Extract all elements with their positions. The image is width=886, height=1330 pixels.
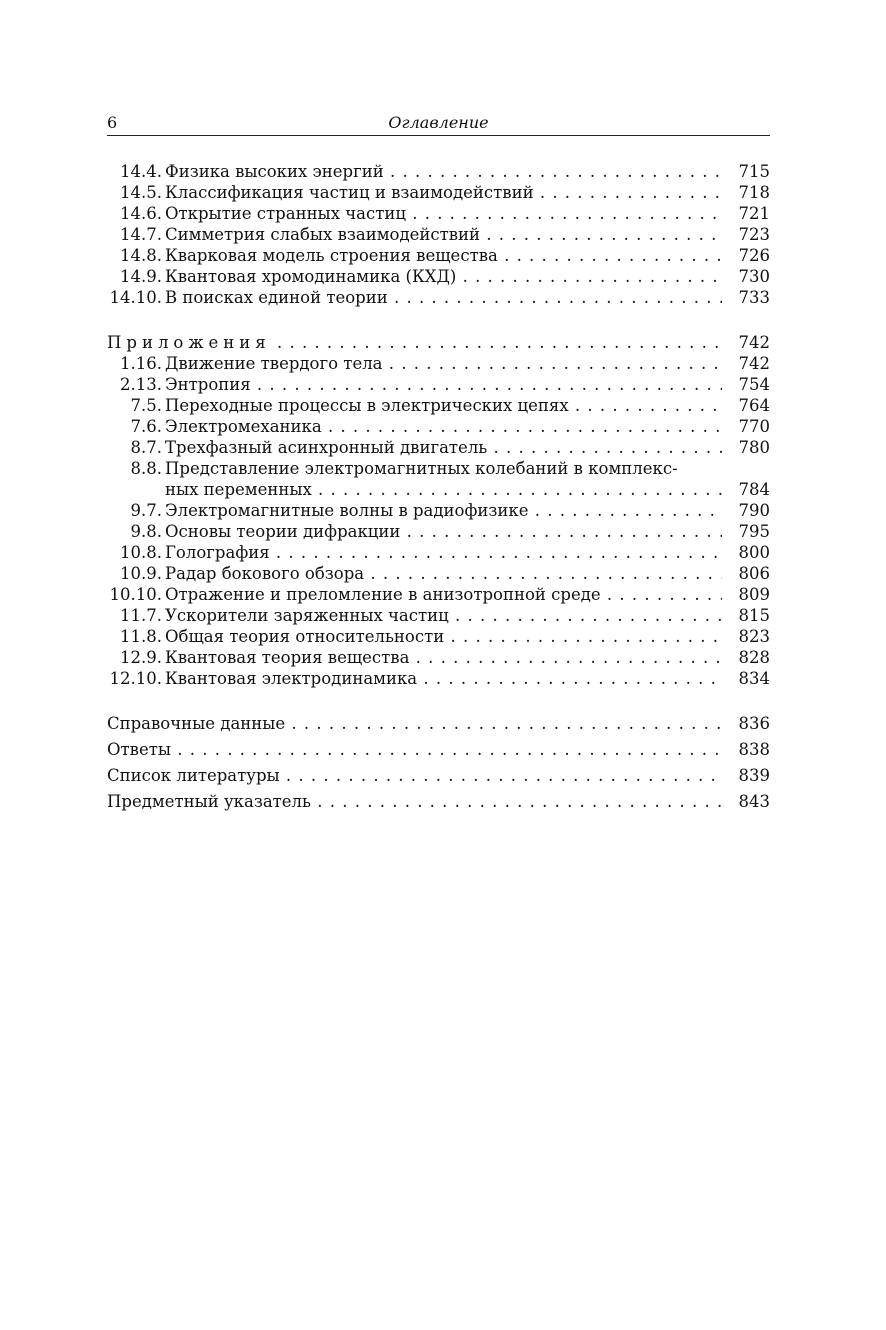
toc-appendix-heading[interactable] [107,332,770,353]
entry-number: 1.16. [120,354,162,373]
entry-title: Основы теории дифракции . . . [165,521,722,542]
toc-entry[interactable] [107,245,770,266]
toc-entry[interactable] [107,287,770,308]
entry-number: 14.5. [120,183,162,202]
toc-entry[interactable] [107,763,770,789]
entry-title: Радар бокового обзора . . . [165,563,722,584]
entry-title: Ускорители заряженных частиц . . . [165,605,722,626]
toc-entry[interactable] [107,437,770,458]
entry-title: Ответы . . . [107,737,722,763]
toc-entry[interactable] [107,584,770,605]
toc-entry[interactable] [107,521,770,542]
toc-entry[interactable] [107,647,770,668]
entry-title: В поисках единой теории . . . [165,287,722,308]
entry-page: 784 [738,480,770,499]
entry-title: Кварковая модель строения вещества . . . [165,245,722,266]
entry-number: 14.9. [120,267,162,286]
entry-number: 9.7. [130,501,162,520]
entry-title: Квантовая хромодинамика (КХД) . . . [165,266,722,287]
toc-entry[interactable] [107,668,770,689]
entry-page: 809 [738,585,770,604]
entry-number: 8.8. [130,459,162,478]
entry-title: Квантовая электродинамика . . . [165,668,722,689]
entry-title: Список литературы . . . [107,763,722,789]
toc-entry[interactable] [107,161,770,182]
entry-title: Электромеханика . . . [165,416,722,437]
entry-number: 14.10. [109,288,162,307]
entry-number: 10.8. [120,543,162,562]
entry-number: 9.8. [130,522,162,541]
toc-entry[interactable] [107,542,770,563]
entry-page: 839 [738,766,770,785]
entry-page: 764 [738,396,770,415]
toc-entry[interactable] [107,626,770,647]
toc-entry[interactable] [107,395,770,416]
entry-title: Движение твердого тела . . . [165,353,722,374]
entry-page: 823 [738,627,770,646]
entry-title: Классификация частиц и взаимодействий . . . [165,182,722,203]
entry-page: 836 [738,714,770,733]
entry-number: 14.8. [120,246,162,265]
entry-title: Энтропия . . . [165,374,722,395]
entry-title: Отражение и преломление в анизотропной среде . . . [165,584,722,605]
toc-entry[interactable] [107,182,770,203]
entry-title: Квантовая теория вещества . . . [165,647,722,668]
entry-number: 11.8. [120,627,162,646]
toc-entry[interactable] [107,500,770,521]
toc-back-matter [107,711,770,815]
entry-number: 14.7. [120,225,162,244]
entry-number: 8.7. [130,438,162,457]
toc-entry[interactable] [107,374,770,395]
entry-title: Представление электромагнитных колебаний в комплекс- [165,459,678,478]
entry-title: Электромагнитные волны в радиофизике . . . [165,500,722,521]
entry-number: 14.4. [120,162,162,181]
entry-number: 10.9. [120,564,162,583]
entry-title: Открытие странных частиц . . . [165,203,722,224]
entry-page: 795 [738,522,770,541]
entry-page: 843 [738,792,770,811]
toc-entry[interactable] [107,711,770,737]
entry-title: Общая теория относительности . . . [165,626,722,647]
entry-page: 790 [738,501,770,520]
page-number: 6 [107,113,118,132]
running-header [107,113,770,136]
entry-page: 780 [738,438,770,457]
toc-section-14 [107,161,770,308]
entry-page: 754 [738,375,770,394]
entry-title-continuation: ных переменных . . . [165,479,722,500]
toc-entry[interactable] [107,789,770,815]
entry-number: 7.6. [130,417,162,436]
toc-entry-continuation[interactable] [107,479,770,500]
toc-appendix [107,332,770,689]
entry-title: Физика высоких энергий . . . [165,161,722,182]
entry-title: Трехфазный асинхронный двигатель . . . [165,437,722,458]
entry-number: 14.6. [120,204,162,223]
entry-title: Справочные данные . . . [107,711,722,737]
entry-title: Симметрия слабых взаимодействий . . . [165,224,722,245]
entry-number: 12.9. [120,648,162,667]
toc-entry[interactable] [107,563,770,584]
entry-page: 721 [738,204,770,223]
entry-page: 742 [738,333,770,352]
entry-page: 718 [738,183,770,202]
entry-title: Предметный указатель . . . [107,789,722,815]
entry-page: 770 [738,417,770,436]
entry-page: 838 [738,740,770,759]
toc-entry[interactable] [107,353,770,374]
appendix-title: Приложения [107,333,271,352]
toc-entry[interactable] [107,416,770,437]
entry-page: 800 [738,543,770,562]
entry-number: 2.13. [120,375,162,394]
entry-number: 7.5. [130,396,162,415]
toc-entry[interactable] [107,737,770,763]
entry-page: 828 [738,648,770,667]
entry-page: 806 [738,564,770,583]
toc-entry[interactable] [107,458,770,479]
toc-entry[interactable] [107,203,770,224]
entry-title: Переходные процессы в электрических цепях . . . [165,395,722,416]
entry-number: 10.10. [109,585,162,604]
entry-page: 742 [738,354,770,373]
entry-number: 11.7. [120,606,162,625]
entry-page: 723 [738,225,770,244]
entry-number: 12.10. [109,669,162,688]
entry-page: 715 [738,162,770,181]
toc-entry[interactable] [107,266,770,287]
entry-page: 815 [738,606,770,625]
entry-page: 730 [738,267,770,286]
running-title: Оглавление [388,113,489,132]
toc-entry[interactable] [107,605,770,626]
entry-page: 733 [738,288,770,307]
entry-page: 726 [738,246,770,265]
toc-entry[interactable] [107,224,770,245]
entry-page: 834 [738,669,770,688]
entry-title: Голография . . . [165,542,722,563]
